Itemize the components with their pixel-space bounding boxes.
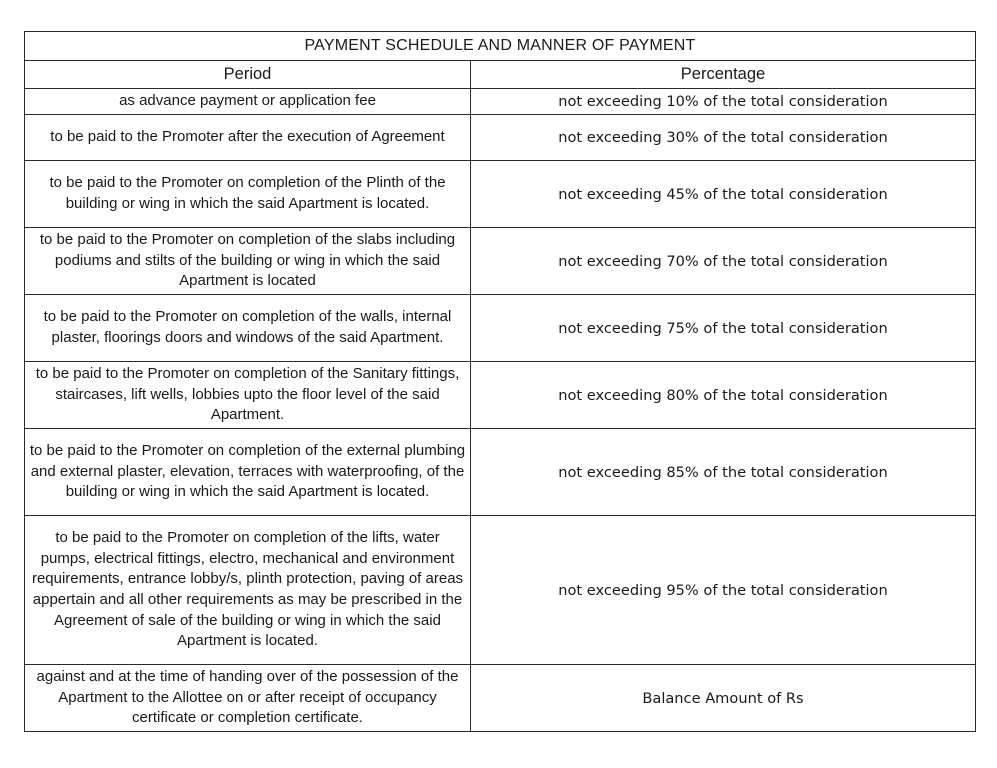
period-cell: to be paid to the Promoter on completion of the walls, internal plaster, floorings doors and windows of the said Apartment. [25,295,471,362]
table-row [25,516,976,665]
table-title: PAYMENT SCHEDULE AND MANNER OF PAYMENT [25,32,976,61]
column-header-percentage: Percentage [471,61,976,89]
percentage-cell: not exceeding 70% of the total consideration [471,228,976,295]
table-row [25,295,976,362]
period-cell: as advance payment or application fee [25,89,471,115]
table-row [25,228,976,295]
table-row [25,89,976,115]
percentage-cell: not exceeding 45% of the total consideration [471,161,976,228]
percentage-cell: not exceeding 30% of the total consideration [471,115,976,161]
period-cell: to be paid to the Promoter on completion of the lifts, water pumps, electrical fittings, electro, mechanical and environment requirements, entrance lobby/s, plinth protection, paving of areas appertain and all other requirements as may be prescribed in the Agreement of sale of the building or wing in which the said Apartment is located. [25,516,471,665]
percentage-cell: not exceeding 10% of the total consideration [471,89,976,115]
table-row [25,429,976,516]
payment-schedule-document [24,31,975,732]
column-header-period: Period [25,61,471,89]
table-row [25,161,976,228]
period-cell: to be paid to the Promoter on completion of the slabs including podiums and stilts of the building or wing in which the said Apartment is located [25,228,471,295]
column-header-row [25,61,976,89]
table-row [25,115,976,161]
period-cell: to be paid to the Promoter after the execution of Agreement [25,115,471,161]
period-cell: to be paid to the Promoter on completion of the Sanitary fittings, staircases, lift wells, lobbies upto the floor level of the said Apartment. [25,362,471,429]
table-row [25,665,976,732]
period-cell: to be paid to the Promoter on completion of the Plinth of the building or wing in which the said Apartment is located. [25,161,471,228]
payment-schedule-table [24,31,976,732]
table-title-row [25,32,976,61]
percentage-cell: not exceeding 95% of the total consideration [471,516,976,665]
table-row [25,362,976,429]
percentage-cell: not exceeding 80% of the total consideration [471,362,976,429]
percentage-cell: not exceeding 75% of the total consideration [471,295,976,362]
percentage-cell: Balance Amount of Rs [471,665,976,732]
period-cell: against and at the time of handing over of the possession of the Apartment to the Allottee on or after receipt of occupancy certificate or completion certificate. [25,665,471,732]
period-cell: to be paid to the Promoter on completion of the external plumbing and external plaster, elevation, terraces with waterproofing, of the building or wing in which the said Apartment is located. [25,429,471,516]
percentage-cell: not exceeding 85% of the total consideration [471,429,976,516]
